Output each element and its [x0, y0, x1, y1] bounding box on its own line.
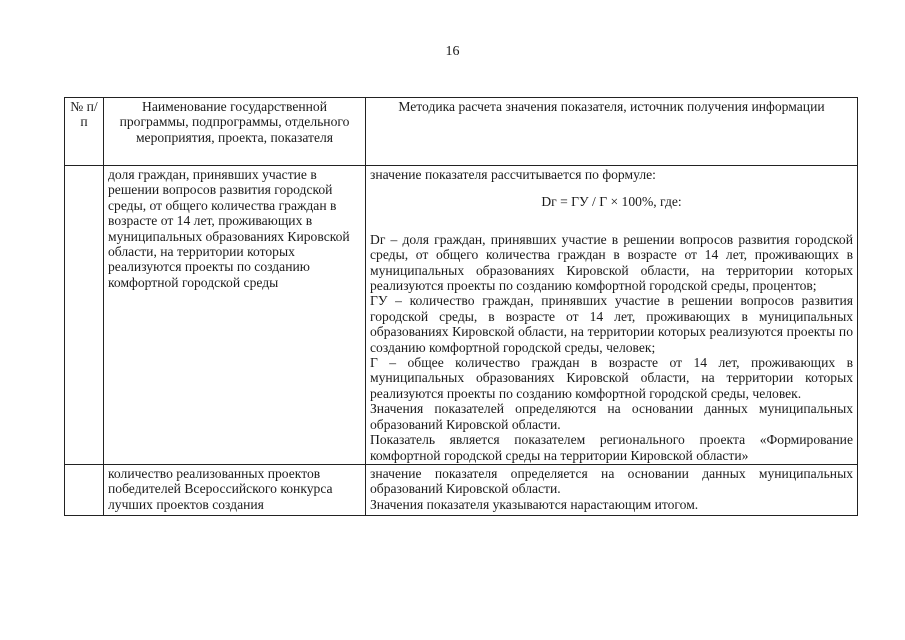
header-number: № п/п — [65, 98, 104, 166]
row-number-cell — [65, 464, 104, 515]
indicator-name-cell: доля граждан, принявших участие в решении вопросов развития городской среды, от общего количества граждан в возрасте от 14 лет, проживающих в муниципальных образованиях Кировской области, на территории которых реализуются проекты по созданию комфортной городской среды — [104, 166, 366, 465]
table-row — [65, 464, 858, 515]
method-paragraph: значение показателя определяется на основании данных муниципальных образований Кировской области. — [370, 465, 853, 497]
method-paragraph: Показатель является показателем регионального проекта «Формирование комфортной городской среды на территории Кировской области» — [370, 432, 853, 463]
method-text — [370, 466, 853, 512]
method-paragraph: Значения показателя указываются нарастающим итогом. — [370, 496, 699, 512]
indicator-name-cell — [104, 464, 366, 515]
method-intro: значение показателя рассчитывается по формуле: — [370, 167, 656, 182]
method-cell — [366, 464, 858, 515]
header-name: Наименование государственной программы, подпрограммы, отдельного мероприятия, проекта, показателя — [104, 98, 366, 166]
table-header-row — [65, 98, 858, 166]
page-number: 16 — [445, 44, 460, 59]
table-row — [65, 166, 858, 465]
method-paragraph: Г – общее количество граждан в возрасте от 14 лет, проживающих в муниципальных образованиях Кировской области, на территории которых реализуются проекты по созданию комфортной городской среды, человек. — [370, 355, 853, 401]
indicator-table — [64, 97, 858, 516]
row-number-cell — [65, 166, 104, 465]
formula: Dг = ГУ / Г × 100%, где: — [541, 194, 682, 210]
method-paragraph: ГУ – количество граждан, принявших участие в решении вопросов развития городской среды, в возрасте от 14 лет, проживающих в муниципальных образованиях Кировской области, на территории которых реализуются проекты по созданию комфортной городской среды, человек; — [370, 293, 853, 355]
method-paragraph: Значения показателей определяются на основании данных муниципальных образований Кировской области. — [370, 401, 853, 432]
method-cell — [366, 166, 858, 465]
method-paragraph: Dг – доля граждан, принявших участие в решении вопросов развития городской среды, от общего количества граждан в возрасте от 14 лет, проживающих в муниципальных образованиях Кировской области, на территории которых реализуются проекты по созданию комфортной городской среды, процентов; — [370, 231, 853, 294]
indicator-name-text: количество реализованных проектов победителей Всероссийского конкурса лучших проектов создания — [108, 465, 333, 512]
header-method: Методика расчета значения показателя, источник получения информации — [366, 98, 858, 166]
